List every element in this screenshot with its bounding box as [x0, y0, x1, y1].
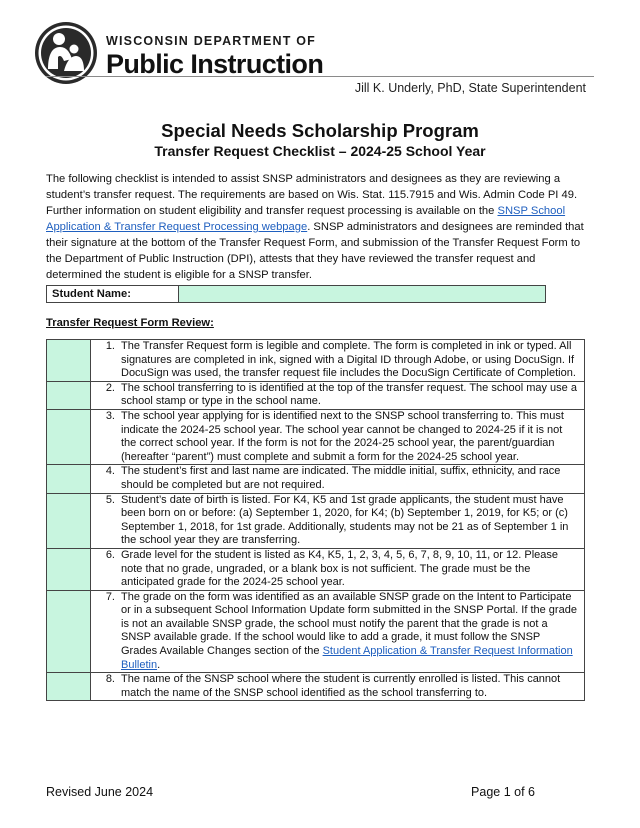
checklist-item: [91, 493, 585, 548]
student-name-label: Student Name:: [47, 286, 179, 302]
intro-paragraph: [46, 171, 594, 283]
checklist-checkbox[interactable]: [47, 493, 91, 548]
checklist-checkbox[interactable]: [47, 409, 91, 464]
checklist-checkbox[interactable]: [47, 590, 91, 673]
checklist-row: [47, 673, 585, 701]
org-line2: Public Instruction: [106, 49, 324, 79]
section-heading: Transfer Request Form Review:: [46, 317, 214, 329]
item-text: The name of the SNSP school where the student is currently enrolled is listed. This cannot match the name of the SNSP school identified as the school transferring to.: [121, 673, 561, 699]
information-bulletin-link[interactable]: Student Application & Transfer Request Information Bulletin: [121, 645, 573, 671]
item-number: 5.: [105, 493, 115, 506]
checklist-row: [47, 465, 585, 493]
page-number: Page 1 of 6: [471, 785, 535, 799]
checklist-checkbox[interactable]: [47, 465, 91, 493]
item-text: The student’s first and last name are indicated. The middle initial, suffix, ethnicity, and race should be completed but are not required.: [121, 465, 561, 491]
checklist-row: [47, 409, 585, 464]
header-divider: [46, 76, 594, 77]
item-text: [119, 591, 579, 673]
student-name-row: [46, 285, 546, 303]
checklist-table: [46, 339, 585, 701]
item-text: Grade level for the student is listed as K4, K5, 1, 2, 3, 4, 5, 6, 7, 8, 9, 10, 11, or 12. Please note that no grade, ungraded, or a blank box is not sufficient. The grade must be the anticipated grade for the 2024-25 school year.: [121, 548, 558, 589]
checklist-item: [91, 409, 585, 464]
checklist-checkbox[interactable]: [47, 673, 91, 701]
snsp-processing-webpage-link[interactable]: SNSP School Application & Transfer Request Processing webpage: [46, 205, 566, 233]
revision-date: Revised June 2024: [46, 785, 154, 799]
item-text: Student’s date of birth is listed. For K4, K5 and 1st grade applicants, the student must have been born on or before: (a) September 1, 2020, for K4; (b) September 1, 2019, for K5; or (c) September 1, 2018, for 1st grade. Additionally, students may not be 21 as of September 1 in the school year they are transferring.: [121, 493, 569, 547]
item-text: The school transferring to is identified at the top of the transfer request. The school may use a school stamp or type in the school name.: [121, 381, 577, 408]
checklist-item: [91, 381, 585, 409]
intro-text-after-link: . SNSP administrators and designees are reminded that their signature at the bottom of the Transfer Request Form, and submission of the Transfer Request Form to the Department of Public Instruction (DPI), attests that they have reviewed the transfer request and determined the student is eligible for a SNSP transfer.: [46, 221, 584, 281]
item-number: 8.: [105, 673, 115, 686]
organization-name: [106, 34, 323, 79]
checklist-checkbox[interactable]: [47, 548, 91, 590]
checklist-item: [91, 673, 585, 701]
checklist-item: [91, 590, 585, 673]
checklist-row: [47, 340, 585, 382]
org-line1: WISCONSIN DEPARTMENT OF: [106, 34, 317, 48]
document-title: Special Needs Scholarship Program: [161, 120, 479, 141]
checklist-row: [47, 381, 585, 409]
checklist-item: [91, 340, 585, 382]
document-subtitle: Transfer Request Checklist – 2024-25 School Year: [154, 143, 486, 159]
item-number: 1.: [105, 340, 115, 352]
checklist-row: [47, 548, 585, 590]
item-text-after-link: .: [157, 658, 161, 671]
item-number: 2.: [105, 381, 115, 394]
superintendent-name: Jill K. Underly, PhD, State Superintendent: [354, 81, 586, 95]
item-number: 7.: [105, 590, 115, 603]
item-number: 3.: [105, 409, 115, 422]
checklist-item: [91, 465, 585, 493]
checklist-checkbox[interactable]: [47, 340, 91, 382]
student-name-field[interactable]: [179, 286, 545, 302]
checklist-row: [47, 590, 585, 673]
item-number: 4.: [105, 465, 115, 478]
checklist-item: [91, 548, 585, 590]
item-number: 6.: [105, 548, 115, 561]
item-text-before-link: The grade on the form was identified as an available SNSP grade on the Intent to Participate or in a subsequent School Information Update form submitted in the SNSP Portal. If the grade is not an available SNSP grade, the school must notify the parent that the grade is not a SNSP available grade. If the school would like to add a grade, it must follow the SNSP Grades Available Changes section of the: [121, 590, 577, 658]
checklist-checkbox[interactable]: [47, 381, 91, 409]
intro-text-before-link: The following checklist is intended to assist SNSP administrators and designees as they are reviewing a student’s transfer request. The requirements are based on Wis. Stat. 115.7915 and Wis. Admin Code PI 49. Further information on student eligibility and transfer request processing is available on the: [46, 173, 578, 217]
item-text: The Transfer Request form is legible and complete. The form is completed in ink or typed. All signatures are completed in ink, signed with a Digital ID through Adobe, or using DocuSign. If DocuSign was used, the transfer request file includes the DocuSign Certificate of Completion.: [121, 340, 576, 380]
checklist-row: [47, 493, 585, 548]
item-text: The school year applying for is identified next to the SNSP school transferring to. This must indicate the 2024-25 school year. The school year cannot be changed to 2024-25 if it is not the correct school year. If the form is not for the 2024-25 school year, the parent/guardian (hereafter “parent”) must complete and submit a form for the 2024-25 school year.: [121, 409, 564, 463]
